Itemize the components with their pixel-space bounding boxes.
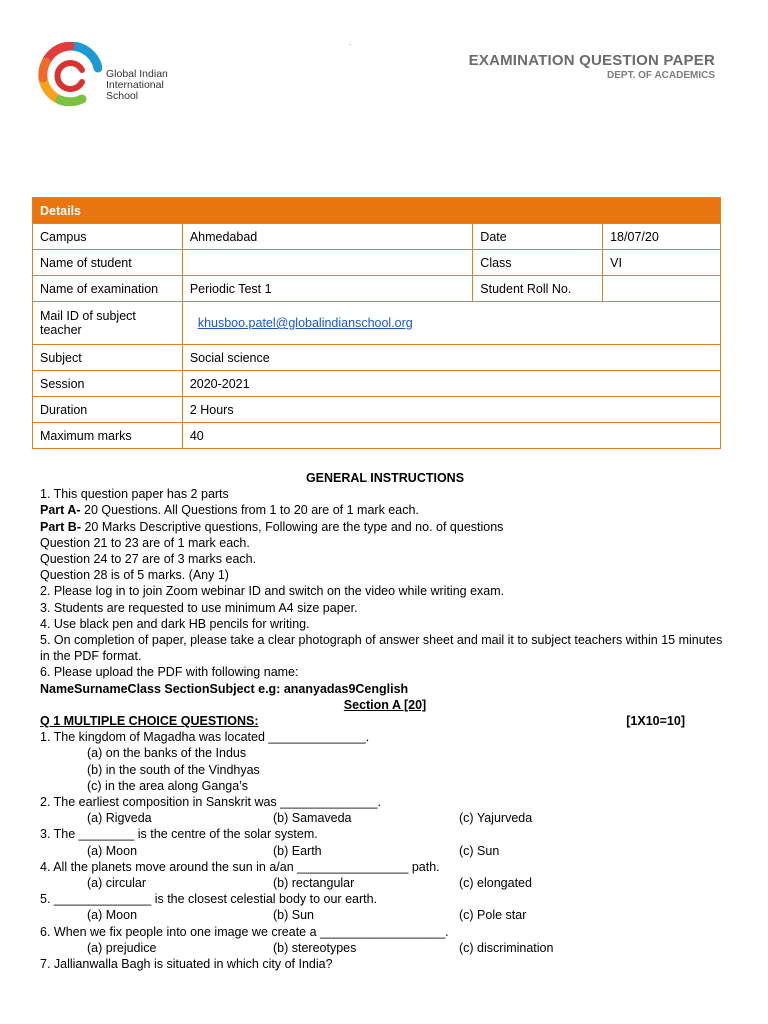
subject-value: Social science bbox=[182, 345, 720, 371]
instruction-line: Question 24 to 27 are of 3 marks each. bbox=[40, 552, 257, 567]
teacher-email-link[interactable]: khusboo.patel@globalindianschool.org bbox=[197, 316, 413, 330]
paper-title: EXAMINATION QUESTION PAPER bbox=[468, 52, 715, 69]
question-text: 6. When we fix people into one image we create a __________________. bbox=[40, 924, 449, 939]
instruction-line: 1. This question paper has 2 parts bbox=[40, 487, 229, 502]
options-row bbox=[40, 875, 730, 891]
instruction-line: 4. Use black pen and dark HB pencils for writing. bbox=[40, 616, 310, 631]
mail-label: Mail ID of subject teacher bbox=[33, 302, 183, 345]
department-subtitle: DEPT. OF ACADEMICS bbox=[607, 70, 715, 81]
option-b: (b) Sun bbox=[273, 908, 314, 923]
option-a: (a) Moon bbox=[87, 908, 138, 923]
table-row bbox=[33, 224, 721, 250]
option-b: (b) rectangular bbox=[273, 876, 355, 891]
option-c: (c) discrimination bbox=[459, 940, 554, 955]
instruction-line: 5. On completion of paper, please take a clear photograph of answer sheet and mail it to subject teachers within 15 minutes in the PDF format. bbox=[40, 633, 723, 664]
instructions-heading: GENERAL INSTRUCTIONS bbox=[305, 471, 465, 485]
option-c: (c) in the area along Ganga’s bbox=[87, 778, 248, 793]
marks-label: Maximum marks bbox=[33, 423, 183, 449]
option-b: (b) Earth bbox=[273, 843, 322, 858]
option-a: (a) circular bbox=[87, 876, 147, 891]
q1-marks: [1X10=10] bbox=[626, 714, 685, 729]
roll-label: Student Roll No. bbox=[473, 276, 603, 302]
instruction-line: Part A- 20 Questions. All Questions from 1 to 20 are of 1 mark each. bbox=[40, 503, 419, 518]
duration-label: Duration bbox=[33, 397, 183, 423]
options-row bbox=[40, 843, 730, 859]
school-name: Global Indian International School bbox=[106, 68, 168, 102]
options-row bbox=[40, 810, 730, 826]
table-row bbox=[33, 250, 721, 276]
campus-value: Ahmedabad bbox=[182, 224, 472, 250]
table-row bbox=[33, 345, 721, 371]
school-logo-mark-icon bbox=[38, 42, 102, 106]
question-text: 2. The earliest composition in Sanskrit was ______________. bbox=[40, 795, 381, 810]
question-text: 4. All the planets move around the sun in a/an ________________ path. bbox=[40, 859, 440, 874]
school-logo bbox=[38, 42, 178, 106]
table-row bbox=[33, 397, 721, 423]
instruction-line: Question 28 is of 5 marks. (Any 1) bbox=[40, 568, 229, 583]
q1-heading bbox=[40, 713, 730, 729]
section-a-title: Section A [20] bbox=[343, 697, 427, 712]
option-a: (a) Moon bbox=[87, 843, 138, 858]
option-c: (c) elongated bbox=[459, 876, 532, 891]
class-label: Class bbox=[473, 250, 603, 276]
stray-dot: . bbox=[349, 38, 352, 47]
table-row bbox=[33, 371, 721, 397]
question-text: 7. Jallianwalla Bagh is situated in which city of India? bbox=[40, 957, 333, 972]
duration-value: 2 Hours bbox=[182, 397, 720, 423]
paper-body bbox=[40, 470, 730, 972]
table-row bbox=[33, 276, 721, 302]
date-label: Date bbox=[473, 224, 603, 250]
table-row bbox=[33, 423, 721, 449]
question-text: 5. ______________ is the closest celestial body to our earth. bbox=[40, 892, 378, 907]
options-row bbox=[40, 907, 730, 923]
exam-label: Name of examination bbox=[33, 276, 183, 302]
details-table bbox=[32, 197, 721, 449]
details-heading: Details bbox=[33, 198, 721, 224]
campus-label: Campus bbox=[33, 224, 183, 250]
option-b: (b) stereotypes bbox=[273, 940, 357, 955]
subject-label: Subject bbox=[33, 345, 183, 371]
class-value: VI bbox=[603, 250, 721, 276]
q1-title: Q 1 MULTIPLE CHOICE QUESTIONS: bbox=[40, 714, 259, 729]
instruction-line: Part B- 20 Marks Descriptive questions, Following are the type and no. of questions bbox=[40, 519, 504, 534]
date-value: 18/07/20 bbox=[603, 224, 721, 250]
mail-cell bbox=[182, 302, 720, 345]
details-header-row bbox=[33, 198, 721, 224]
question-text: 3. The ________ is the centre of the solar system. bbox=[40, 827, 318, 842]
question-text: 1. The kingdom of Magadha was located ______________. bbox=[40, 730, 370, 745]
instruction-line: 3. Students are requested to use minimum A4 size paper. bbox=[40, 600, 358, 615]
options-row bbox=[40, 940, 730, 956]
session-label: Session bbox=[33, 371, 183, 397]
student-name-field[interactable] bbox=[182, 250, 472, 276]
option-c: (c) Pole star bbox=[459, 908, 527, 923]
option-a: (a) prejudice bbox=[87, 940, 157, 955]
instruction-line: 2. Please log in to join Zoom webinar ID and switch on the video while writing exam. bbox=[40, 584, 505, 599]
session-value: 2020-2021 bbox=[182, 371, 720, 397]
table-row bbox=[33, 302, 721, 345]
option-b: (b) in the south of the Vindhyas bbox=[87, 762, 260, 777]
option-c: (c) Sun bbox=[459, 843, 500, 858]
marks-value: 40 bbox=[182, 423, 720, 449]
student-name-label: Name of student bbox=[33, 250, 183, 276]
option-b: (b) Samaveda bbox=[273, 811, 352, 826]
instruction-line: Question 21 to 23 are of 1 mark each. bbox=[40, 535, 250, 550]
roll-field[interactable] bbox=[603, 276, 721, 302]
instruction-line: 6. Please upload the PDF with following name: bbox=[40, 665, 299, 680]
option-c: (c) Yajurveda bbox=[459, 811, 533, 826]
option-a: (a) on the banks of the Indus bbox=[87, 746, 247, 761]
option-a: (a) Rigveda bbox=[87, 811, 152, 826]
instruction-line: NameSurnameClass SectionSubject e.g: ananyadas9Cenglish bbox=[40, 681, 409, 696]
exam-value: Periodic Test 1 bbox=[182, 276, 472, 302]
